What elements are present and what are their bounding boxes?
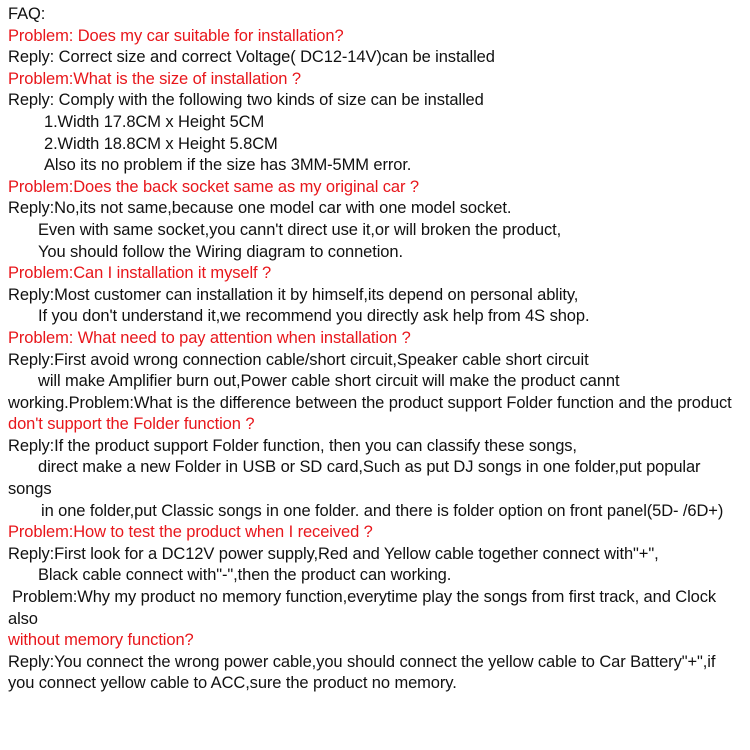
faq-problem-8: without memory function? [8,631,194,650]
faq-reply-5c: working.Problem:What is the difference between the product support Folder function and the product [8,393,732,412]
faq-reply-6b-text: direct make a new Folder in USB or SD card,Such as put DJ songs in one folder,put popular songs [8,458,701,499]
faq-reply-7a: Reply:First look for a DC12V power supply,Red and Yellow cable together connect with"+", [8,544,659,563]
faq-size-item-2: 2.Width 18.8CM x Height 5.8CM [44,134,278,153]
faq-reply-7c-text: Problem:Why my product no memory function,everytime play the songs from first track, and Clock also [8,588,717,628]
faq-size-item-1: 1.Width 17.8CM x Height 5CM [44,112,265,131]
faq-reply-6b [8,457,746,500]
faq-problem-3: Problem:Does the back socket same as my original car ? [8,177,419,196]
faq-size-note: Also its no problem if the size has 3MM-5MM error. [44,156,412,175]
faq-reply-6c-text: in one folder,put Classic songs in one folder. and there is folder option on front panel(5D- /6D+) [41,501,724,520]
faq-reply-1: Reply: Correct size and correct Voltage( DC12-14V)can be installed [8,48,495,67]
faq-reply-3c: You should follow the Wiring diagram to connetion. [38,242,403,261]
faq-problem-6: don't support the Folder function ? [8,415,255,434]
faq-heading: FAQ: [8,5,46,23]
faq-problem-7: Problem:How to test the product when I received ? [8,523,373,542]
faq-reply-7b: Black cable connect with"-",then the product can working. [38,566,452,585]
faq-reply-3b: Even with same socket,you cann't direct use it,or will broken the product, [38,220,562,239]
faq-reply-6a: Reply:If the product support Folder function, then you can classify these songs, [8,436,577,455]
faq-reply-7c [8,587,746,630]
faq-reply-8: Reply:You connect the wrong power cable,you should connect the yellow cable to Car Battery"+",if you connect yellow cable to ACC,sure the product no memory. [8,652,716,693]
faq-problem-2: Problem:What is the size of installation ? [8,69,301,88]
faq-reply-2: Reply: Comply with the following two kinds of size can be installed [8,91,484,110]
faq-reply-3a: Reply:No,its not same,because one model car with one model socket. [8,199,512,218]
faq-problem-5: Problem: What need to pay attention when installation ? [8,328,411,347]
faq-reply-6c [8,501,746,523]
faq-reply-5a: Reply:First avoid wrong connection cable/short circuit,Speaker cable short circuit [8,350,589,369]
faq-document [8,4,746,695]
faq-reply-5b: will make Amplifier burn out,Power cable short circuit will make the product cannt [38,372,620,391]
faq-reply-4a: Reply:Most customer can installation it by himself,its depend on personal ablity, [8,285,579,304]
faq-problem-1: Problem: Does my car suitable for installation? [8,26,344,45]
faq-reply-4b: If you don't understand it,we recommend you directly ask help from 4S shop. [38,307,590,326]
faq-problem-4: Problem:Can I installation it myself ? [8,264,272,283]
